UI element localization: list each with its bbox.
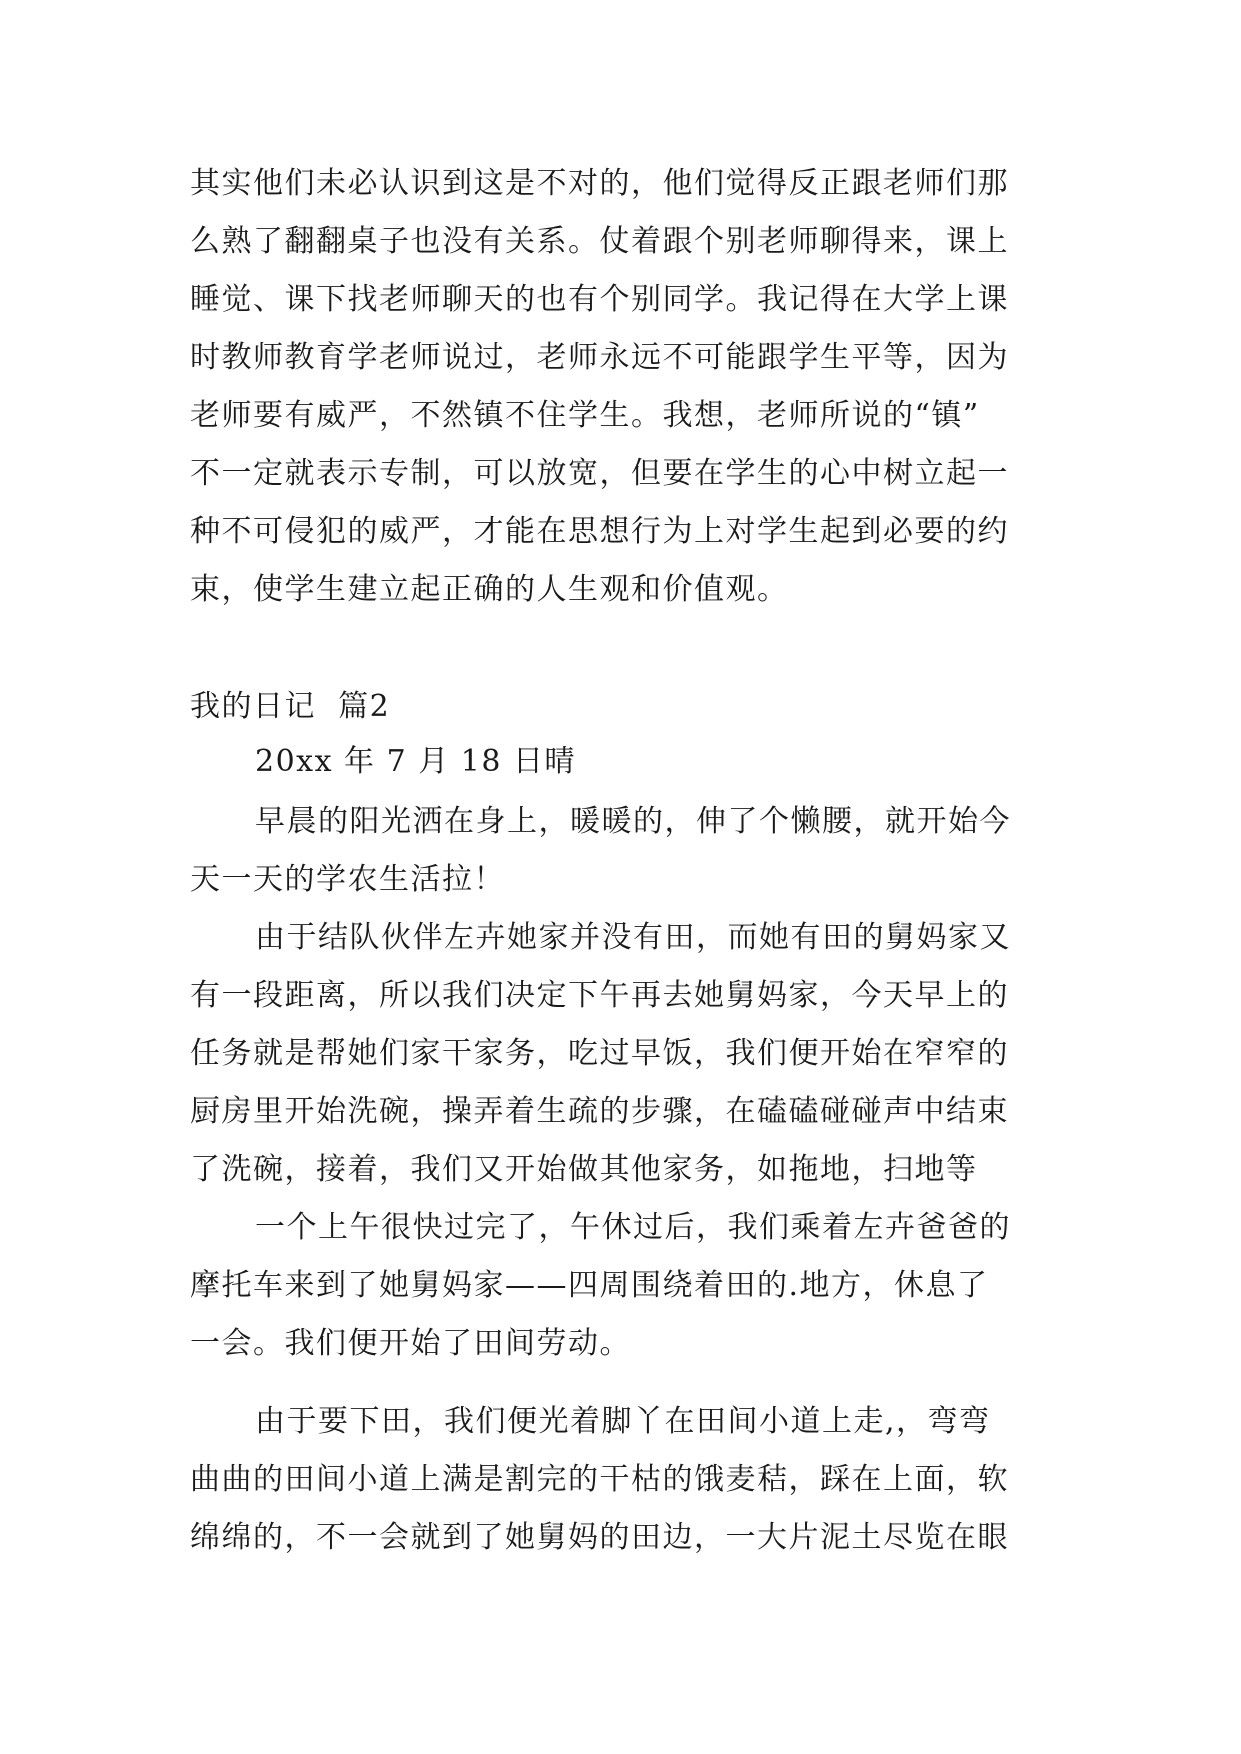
paragraph-line: 早晨的阳光洒在身上，暖暖的，伸了个懒腰，就开始今 bbox=[255, 804, 1011, 839]
date-line: 20xx 年 7 月 18 日晴 bbox=[255, 744, 576, 779]
paragraph-line: 其实他们未必认识到这是不对的，他们觉得反正跟老师们那 bbox=[190, 166, 1009, 201]
paragraph-line: 曲曲的田间小道上满是割完的干枯的饿麦秸，踩在上面，软 bbox=[190, 1462, 1009, 1497]
paragraph-line: 时教师教育学老师说过，老师永远不可能跟学生平等，因为 bbox=[190, 340, 1009, 375]
paragraph-line: 种不可侵犯的威严，才能在思想行为上对学生起到必要的约 bbox=[190, 514, 1009, 549]
paragraph-line: 么熟了翻翻桌子也没有关系。仗着跟个别老师聊得来，课上 bbox=[190, 224, 1009, 259]
paragraph-line: 睡觉、课下找老师聊天的也有个别同学。我记得在大学上课 bbox=[190, 282, 1009, 317]
paragraph-line: 由于要下田，我们便光着脚丫在田间小道上走,，弯弯 bbox=[255, 1404, 991, 1439]
paragraph-line: 厨房里开始洗碗，操弄着生疏的步骤，在磕磕碰碰声中结束 bbox=[190, 1094, 1009, 1129]
paragraph-line: 有一段距离，所以我们决定下午再去她舅妈家，今天早上的 bbox=[190, 978, 1009, 1013]
paragraph-line: 摩托车来到了她舅妈家——四周围绕着田的.地方，休息了 bbox=[190, 1268, 989, 1303]
paragraph-line: 任务就是帮她们家干家务，吃过早饭，我们便开始在窄窄的 bbox=[190, 1036, 1009, 1071]
paragraph-line: 绵绵的，不一会就到了她舅妈的田边，一大片泥土尽览在眼 bbox=[190, 1520, 1009, 1555]
section-title: 我的日记 篇2 bbox=[190, 689, 391, 724]
paragraph-line: 了洗碗，接着，我们又开始做其他家务，如拖地，扫地等 bbox=[190, 1152, 978, 1187]
paragraph-line: 一会。我们便开始了田间劳动。 bbox=[190, 1326, 631, 1361]
paragraph-line: 由于结队伙伴左卉她家并没有田，而她有田的舅妈家又 bbox=[255, 920, 1011, 955]
paragraph-line: 一个上午很快过完了，午休过后，我们乘着左卉爸爸的 bbox=[255, 1210, 1011, 1245]
paragraph-line: 束，使学生建立起正确的人生观和价值观。 bbox=[190, 572, 789, 607]
paragraph-line: 天一天的学农生活拉！ bbox=[190, 862, 505, 897]
paragraph-line: 老师要有威严，不然镇不住学生。我想，老师所说的“镇” bbox=[190, 398, 980, 433]
paragraph-line: 不一定就表示专制，可以放宽，但要在学生的心中树立起一 bbox=[190, 456, 1009, 491]
